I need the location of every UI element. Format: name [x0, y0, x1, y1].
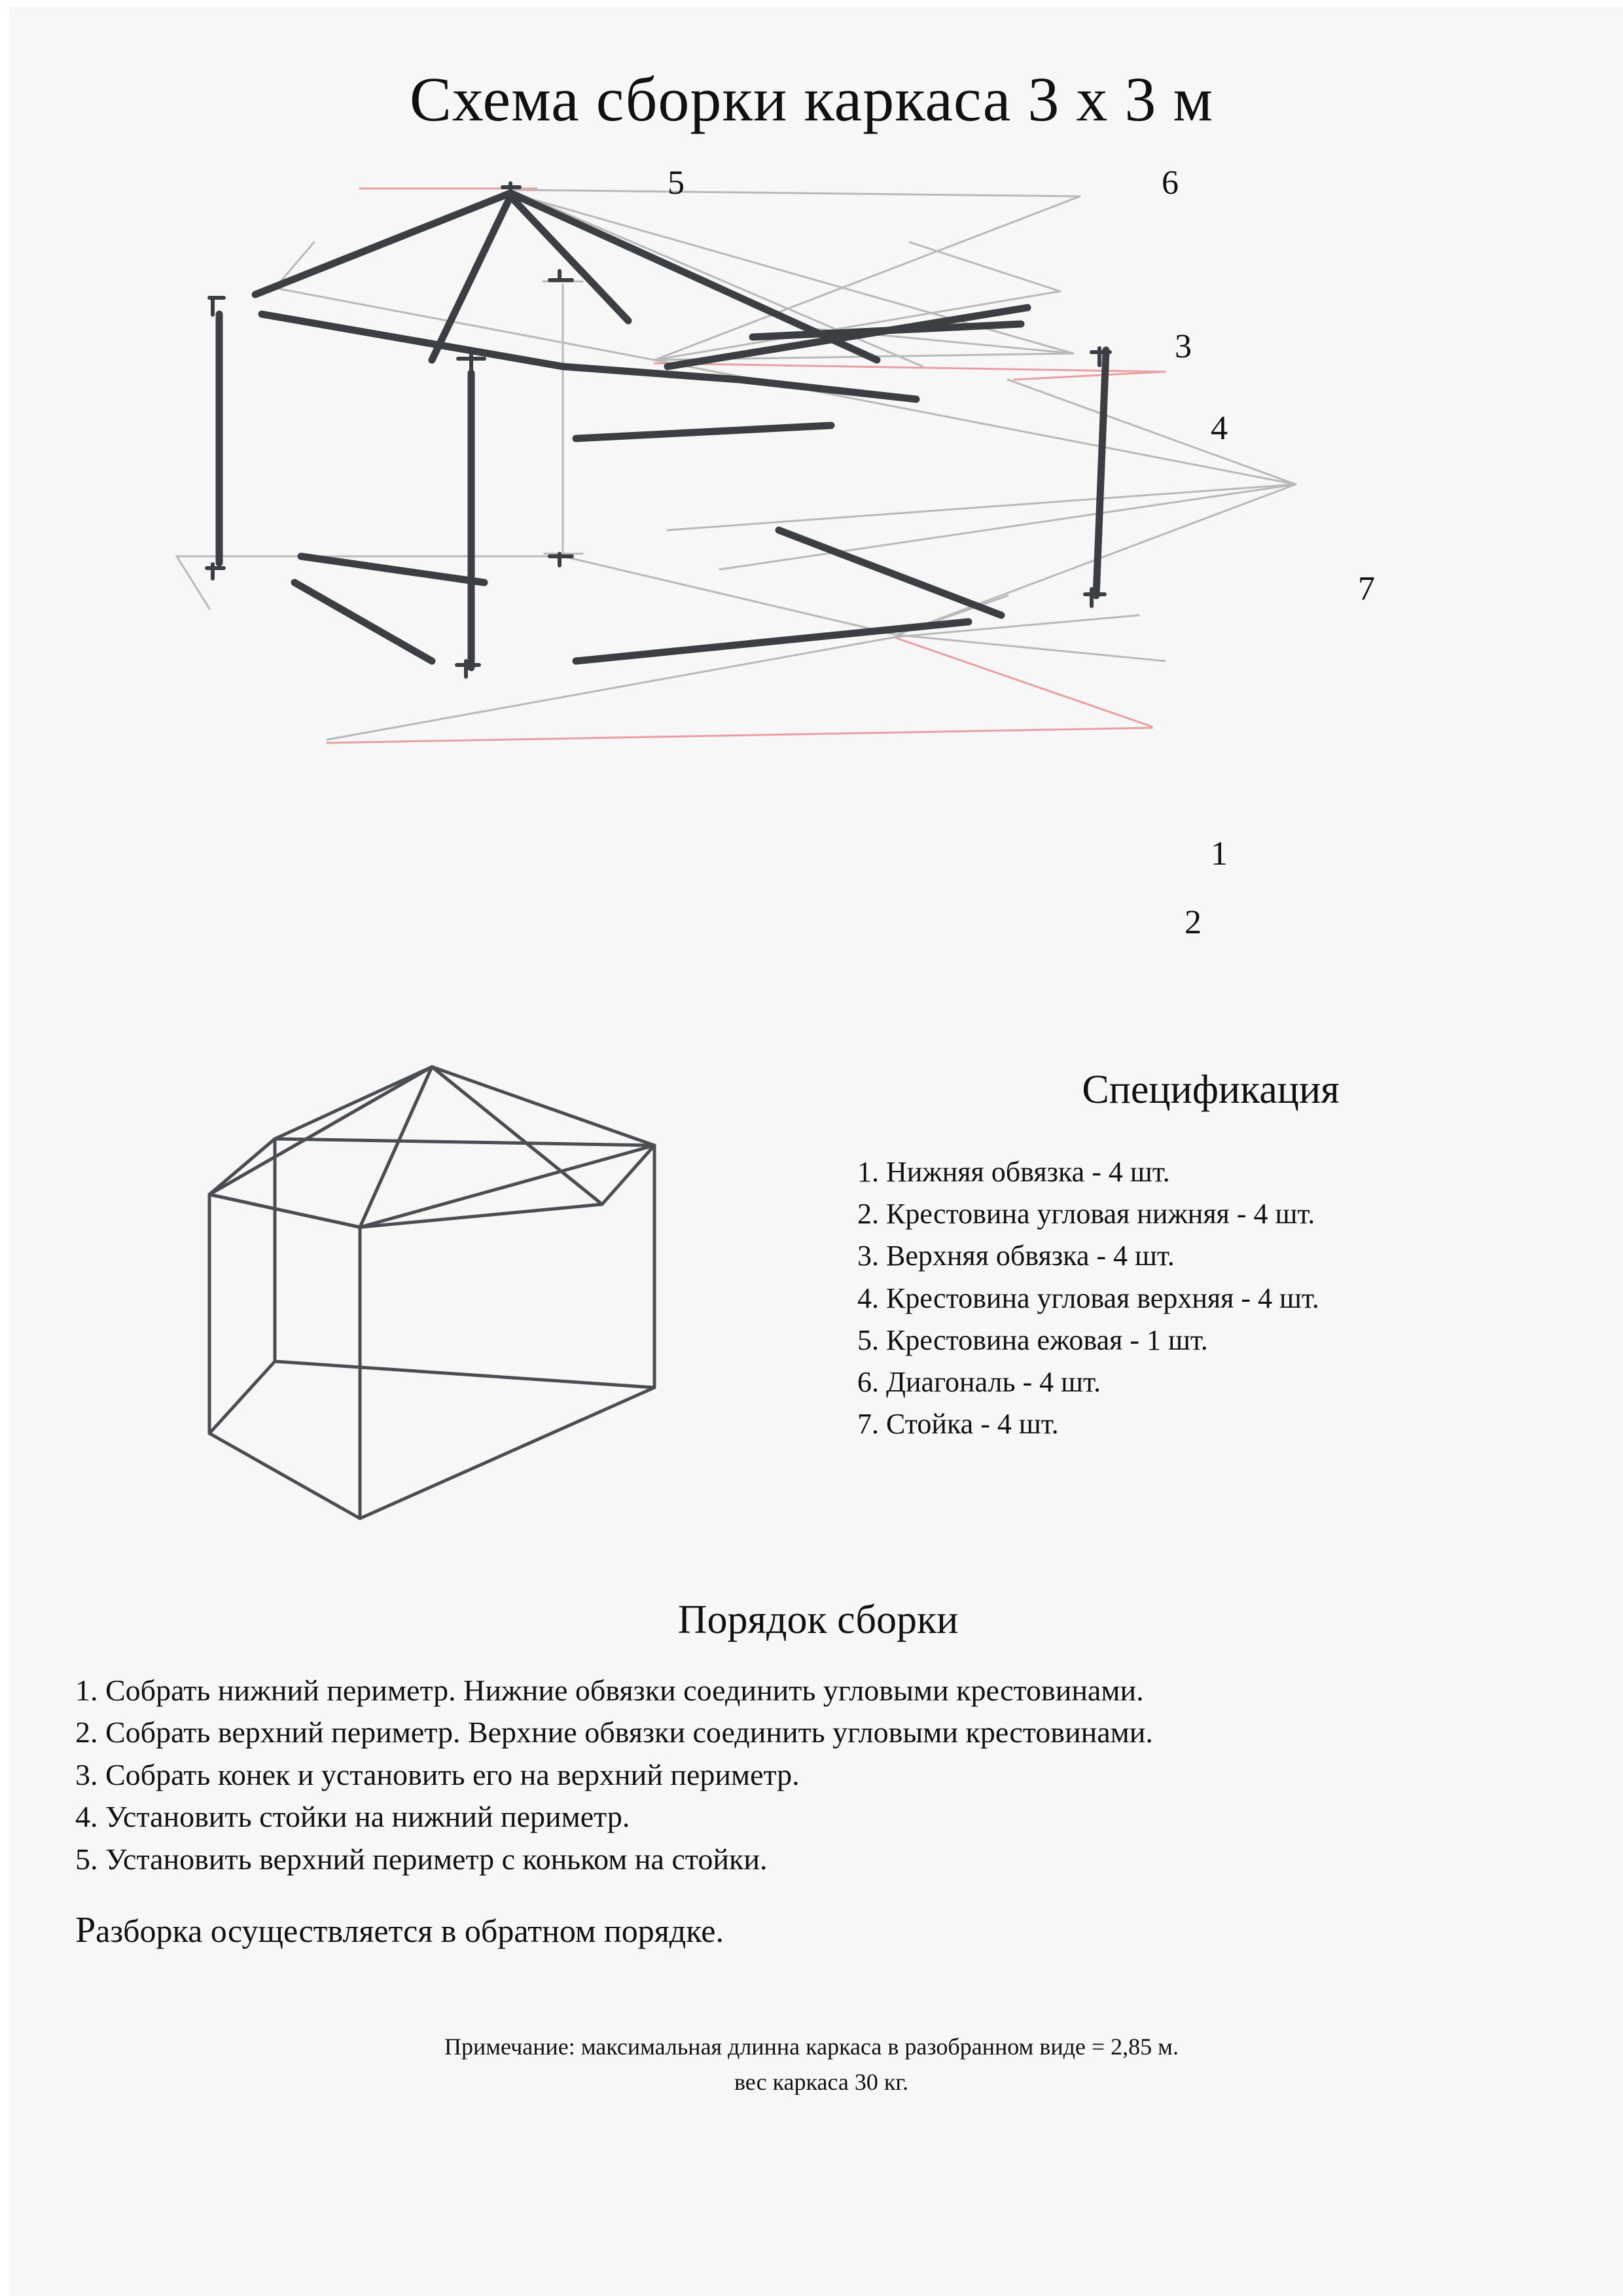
callout-2: 2: [1185, 904, 1202, 941]
callout-1: 1: [1211, 835, 1228, 872]
assembly-order-block: [65, 1597, 1571, 1951]
footnote-line-1: Примечание: максимальная длинна каркаса в разобранном виде = 2,85 м.: [444, 2034, 1179, 2060]
disassembly-note-text: азборка осуществляется в обратном порядке.: [96, 1912, 724, 1949]
spec-item: 5. Крестовина ежовая - 1 шт.: [857, 1323, 1208, 1356]
paper-left-edge: [0, 0, 9, 2296]
footnote-block: [0, 2029, 1623, 2100]
callout-6: 6: [1162, 164, 1179, 202]
spec-item: 4. Крестовина угловая верхняя - 4 шт.: [857, 1282, 1319, 1314]
exploded-frame-diagram: [79, 164, 1544, 1021]
spec-item: 1. Нижняя обвязка - 4 шт.: [857, 1156, 1170, 1188]
leader-lines-red: [327, 188, 1165, 743]
assembly-order-list: [65, 1670, 1571, 1880]
assembled-frame-svg: [196, 1047, 740, 1564]
order-step: 5. Установить верхний периметр с коньком на стойки.: [75, 1842, 768, 1876]
callout-4: 4: [1211, 410, 1228, 447]
paper-top-edge: [0, 0, 1623, 7]
disassembly-note: [65, 1909, 1571, 1951]
order-step: 3. Собрать конек и установить его на верхний периметр.: [75, 1757, 800, 1791]
specification-block: [838, 1067, 1584, 1446]
spec-item: 2. Крестовина угловая нижняя - 4 шт.: [857, 1198, 1315, 1230]
spec-item: 7. Стойка - 4 шт.: [857, 1408, 1059, 1441]
spec-item: 3. Верхняя обвязка - 4 шт.: [857, 1240, 1175, 1272]
exploded-frame-svg: [79, 164, 1544, 1021]
frame-tubes: [219, 193, 1106, 668]
order-step: 1. Собрать нижний периметр. Нижние обвязки соединить угловыми крестовинами.: [75, 1674, 1144, 1707]
callout-7: 7: [1358, 570, 1375, 607]
order-step: 2. Собрать верхний периметр. Верхние обвязки соединить угловыми крестовинами.: [75, 1715, 1153, 1749]
disassembly-note-initial: Р: [75, 1909, 96, 1950]
callout-5: 5: [668, 164, 685, 202]
ghost-lines: [177, 190, 1296, 740]
order-step: 4. Установить стойки на нижний периметр.: [75, 1800, 630, 1834]
assembly-order-title: Порядок сборки: [677, 1598, 959, 1642]
callout-3: 3: [1175, 328, 1192, 365]
footnote-line-2: вес каркаса 30 кг.: [734, 2069, 909, 2095]
spec-item: 6. Диагональ - 4 шт.: [857, 1366, 1101, 1399]
specification-list: [838, 1151, 1584, 1446]
assembled-frame-diagram: [196, 1047, 740, 1564]
specification-title: Спецификация: [1082, 1067, 1340, 1112]
page-title: Схема сборки каркаса 3 х 3 м: [409, 64, 1214, 134]
